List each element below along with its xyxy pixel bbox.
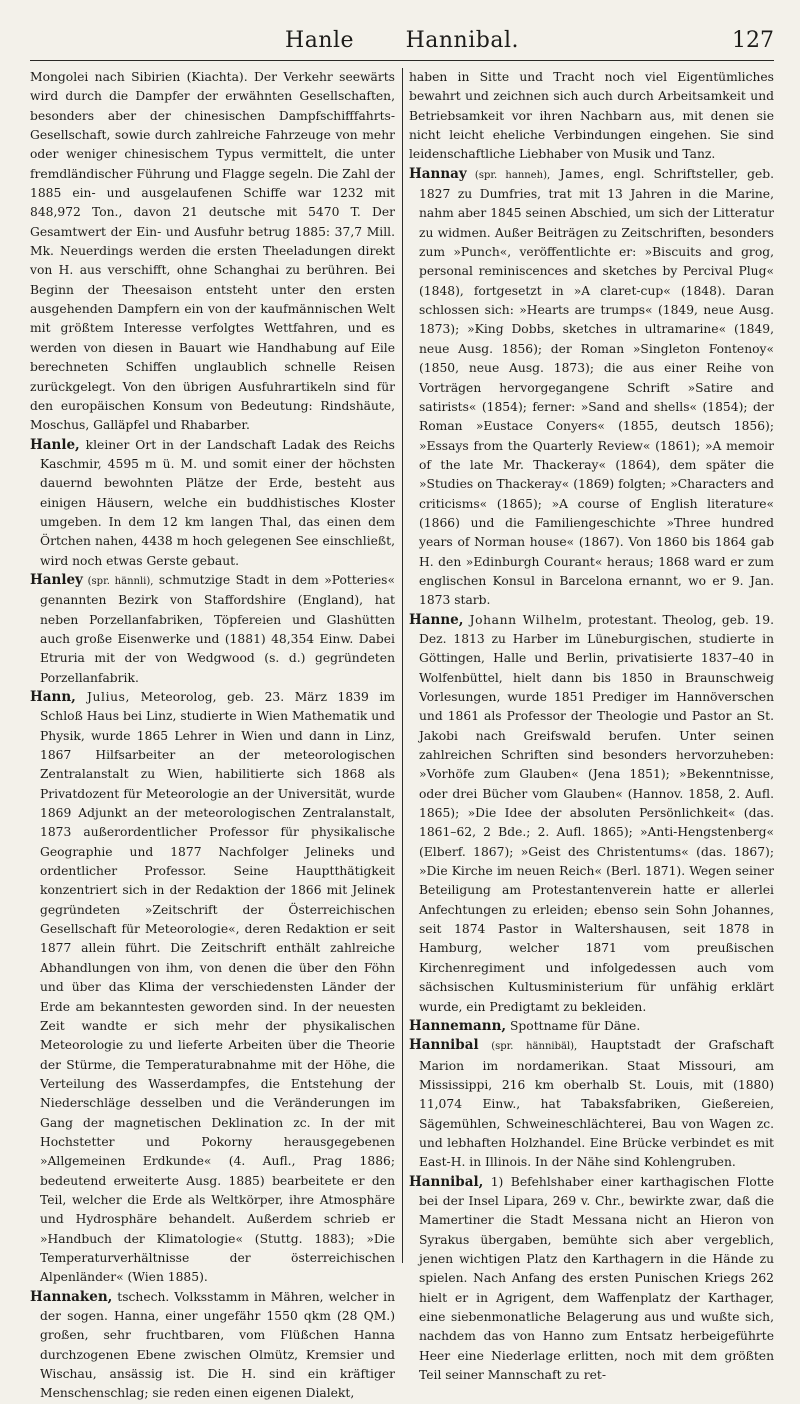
- running-head-right: Hannibal.: [405, 28, 519, 53]
- running-head: [30, 28, 774, 53]
- given-name: Julius,: [75, 690, 131, 704]
- entry-text: Meteorolog, geb. 23. März 1839 im Schloß Haus bei Linz, studierte in Wien Mathematik und Physik, wurde 1865 Lehrer in Wien und dann in Linz, 1867 Hilfsarbeiter an der meteorologischen Zentralanstalt zu Wien, habilitierte sich 1868 als Privatdozent für Meteorologie an der Universität, wurde 1869 Adjunkt an der meteorologischen Zentralanstalt, 1873 außerordentlicher Professor für physikalische Geographie und 1877 Nachfolger Jelineks und ordentlicher Professor. Seine Hauptthätigkeit konzentriert sich in der Redaktion der 1866 mit Jelinek gegründeten »Zeitschrift der Österreichischen Gesellschaft für Meteorologie«, deren Redaktion er seit 1877 allein führt. Die Zeitschrift enthält zahlreiche Abhandlungen von ihm, von denen die über den Föhn und über das Klima der verschiedensten Länder der Erde am bekanntesten geworden sind. In der neuesten Zeit wandte er sich mehr der physikalischen Meteorologie zu und lieferte Arbeiten über die Theorie der Stürme, die Temperaturabnahme mit der Höhe, die Verteilung des Wasserdampfes, die Entstehung der Niederschläge desselben und die Veränderungen im Gang der magnetischen Deklination zc. In der mit Hochstetter und Pokorny herausgegebenen »Allgemeinen Erdkunde« (4. Aufl., Prag 1886; bedeutend erweiterte Ausg. 1885) bearbeitete er den Teil, welcher die Erde als Weltkörper, ihre Atmosphäre und Hydrosphäre behandelt. Außerdem schrieb er »Handbuch der Klimatologie« (Stuttg. 1883); »Die Temperaturverhältnisse der österreichischen Alpenländer« (Wien 1885).: [40, 690, 395, 1285]
- headword: Hanne,: [409, 611, 464, 628]
- pronunciation: (spr. hännli),: [82, 575, 154, 587]
- entry-hann: [30, 688, 395, 1288]
- entry-hannibal-person: [409, 1173, 774, 1386]
- entry-text: kleiner Ort in der Landschaft Ladak des Reichs Kaschmir, 4595 m ü. M. und somit einer der höchsten dauernd bewohnten Plätze der Erde, besteht aus einigen Häusern, welche ein buddhistisches Kloster umgeben. In dem 12 km langen Thal, das einen dem Örtchen nahen, 4438 m hoch gelegenen See einschließt, wird noch etwas Gerste gebaut.: [40, 437, 395, 568]
- left-column: [30, 68, 395, 1401]
- continued-paragraph: Mongolei nach Sibirien (Kiachta). Der Verkehr seewärts wird durch die Dampfer der erwähnten Gesellschaften, besonders aber der chinesischen Dampfschifffahrts-Gesellschaft, sowie durch zahlreiche Fahrzeuge von mehr oder weniger chinesischem Typus vermittelt, die unter fremdländischer Führung und Flagge segeln. Die Zahl der 1885 ein- und ausgelaufenen Schiffe war 1232 mit 848,972 Ton., davon 21 deutsche mit 5470 T. Der Gesamtwert der Ein- und Ausfuhr betrug 1885: 37,7 Mill. Mk. Neuerdings werden die ersten Theeladungen direkt von H. aus verschifft, ohne Schanghai zu berühren. Bei Beginn der Theesaison entsteht unter den ersten ausgehenden Dampfern ein von der kaufmännischen Welt mit größtem Interesse verfolgtes Wettfahren, und es werden von diesen in Bauart wie Handhabung auf Eile berechneten Schiffen unglaublich schnelle Reisen zurückgelegt. Von den übrigen Ausfuhrartikeln sind für den europäischen Konsum von Bedeutung: Rindshäute, Moschus, Galläpfel und Rhabarber.: [30, 70, 395, 433]
- page-header: [30, 26, 774, 61]
- entry-hannaken: [30, 1288, 395, 1404]
- entry-text: Spottname für Däne.: [506, 1018, 641, 1033]
- entry-hannibal-city: [409, 1036, 774, 1172]
- entry-hanle: [30, 436, 395, 571]
- headword: Hannaken,: [30, 1288, 113, 1305]
- entry-hanley: [30, 571, 395, 688]
- pronunciation: (spr. hännibäl),: [478, 1041, 578, 1053]
- given-name: Johann Wilhelm,: [463, 612, 583, 627]
- given-name: James,: [550, 166, 605, 181]
- pronunciation: (spr. hanneh),: [466, 169, 551, 181]
- entry-text: 1) Befehlshaber einer karthagischen Flotte bei der Insel Lipara, 269 v. Chr., bewirkte zwar, daß die Mamertiner die Stadt Messana nicht an Hieron von Syrakus übergaben, bemühte sich aber vergeblich, jenen wichtigen Platz den Karthagern in die Hände zu spielen. Nach Anfang des ersten Punischen Kriegs 262 hielt er in Agrigent, dem Waffenplatz der Karthager, eine siebenmonatliche Belagerung aus und wußte sich, nachdem das von Hanno zum Entsatz herbeigeführte Heer eine Niederlage erlitten, noch mit dem größten Teil seiner Mannschaft zu ret-: [419, 1174, 774, 1383]
- headword: Hanle,: [30, 436, 80, 453]
- right-column: [409, 68, 775, 1383]
- headword: Hanley: [30, 571, 83, 588]
- entry-text: engl. Schriftsteller, geb. 1827 zu Dumfries, trat mit 13 Jahren in die Marine, nahm aber 1845 seinen Abschied, um sich der Litteratur zu widmen. Außer Beiträgen zu Zeitschriften, besonders zum »Punch«, veröffentlichte er: »Biscuits and grog, personal reminiscences and sketches by Percival Plug« (1848), fortgesetzt in »A claret-cup« (1848). Daran schlossen sich: »Hearts are trumps« (1849, neue Ausg. 1873); »King Dobbs, sketches in ultramarine« (1849, neue Ausg. 1856); der Roman »Singleton Fontenoy« (1850, neue Ausg. 1873); die aus einer Reihe von Vorträgen hervorgegangene Schrift »Satire and satirists« (1854); ferner: »Sand and shells« (1854); der Roman »Eustace Conyers« (1855, deutsch 1856); »Essays from the Quarterly Review« (1861); »A memoir of the late Mr. Thackeray« (1864), dem später die »Studies on Thackeray« (1869) folgten; »Characters and criticisms« (1865); »A course of English literature« (1866) und die Familiengeschichte »Three hundred years of Norman house« (1867). Von 1860 bis 1864 gab H. den »Edinburgh Courant« heraus; 1868 ward er zum englischen Konsul in Barcelona ernannt, wo er 9. Jan. 1873 starb.: [419, 166, 774, 608]
- headword: Hannay: [409, 165, 467, 182]
- entry-text: Hauptstadt der Grafschaft Marion im nordamerikan. Staat Missouri, am Mississippi, 216 km oberhalb St. Louis, mit (1880) 11,074 Einw., hat Tabaksfabriken, Gießereien, Sägemühlen, Schweineschlächterei, Bau von Wagen zc. und lebhaften Holzhandel. Eine Brücke verbindet es mit East-H. in Illinois. In der Nähe sind Kohlengruben.: [419, 1038, 775, 1170]
- entry-text: tschech. Volksstamm in Mähren, welcher in der sogen. Hanna, einer ungefähr 1550 qkm (28 QM.) großen, sehr fruchtbaren, vom Flüßchen Hanna durchzogenen Ebene zwischen Olmütz, Kremsier und Wischau, ansässig ist. Die H. sind ein kräftiger Menschenschlag; sie reden einen eigenen Dialekt,: [40, 1289, 395, 1401]
- entry-hanne: [409, 611, 774, 1017]
- headword: Hannemann,: [409, 1017, 507, 1034]
- headword: Hannibal,: [409, 1173, 484, 1190]
- headword: Hann,: [30, 689, 76, 705]
- headword: Hannibal: [409, 1037, 479, 1054]
- text-columns: [30, 68, 775, 1401]
- running-head-left: Hanle: [285, 28, 355, 53]
- entry-text: schmutzige Stadt in dem »Potteries« genannten Bezirk von Staffordshire (England), hat neben Porzellanfabriken, Töpfereien und Glashütten auch große Eisenwerke und (1881) 48,354 Einw. Dabei Etruria mit der von Wedgwood (s. d.) gegründeten Porzellanfabrik.: [40, 572, 395, 685]
- entry-text: protestant. Theolog, geb. 19. Dez. 1813 zu Harber im Lüneburgischen, studierte in Göttingen, Halle und Berlin, privatisierte 1837–40 in Wolfenbüttel, hielt dann bis 1850 in Braunschweig Vorlesungen, wurde 1851 Prediger im Hannöverschen und 1861 als Professor der Theologie und Pastor an St. Jakobi nach Greifswald berufen. Unter seinen zahlreichen Schriften sind besonders hervorzuheben: »Vorhöfe zum Glauben« (Jena 1851); »Bekenntnisse, oder drei Bücher vom Glauben« (Hannov. 1858, 2. Aufl. 1865); »Die Idee der absoluten Persönlichkeit« (das. 1861–62, 2 Bde.; 2. Aufl. 1865); »Anti-Hengstenberg« (Elberf. 1867); »Geist des Christentums« (das. 1867); »Die Kirche im neuen Reich« (Berl. 1871). Wegen seiner Beteiligung am Protestantenverein hatte er allerlei Anfechtungen zu erleiden; ebenso sein Sohn Johannes, seit 1874 Pastor in Waltershausen, seit 1878 in Hamburg, welcher 1871 vom preußischen Kirchenregiment und infolgedessen auch vom sächsischen Kultusministerium für unfähig erklärt wurde, ein Predigtamt zu bekleiden.: [419, 612, 774, 1014]
- entry-hannemann: [409, 1017, 774, 1036]
- page-number: 127: [732, 28, 774, 53]
- entry-hannay: [409, 165, 774, 611]
- continued-paragraph: haben in Sitte und Tracht noch viel Eigentümliches bewahrt und zeichnen sich auch durch Arbeitsamkeit und Betriebsamkeit vor ihren Nachbarn aus, mit denen sie nicht leicht eheliche Verbindungen eingehen. Sie sind leidenschaftliche Liebhaber von Musik und Tanz.: [409, 70, 774, 162]
